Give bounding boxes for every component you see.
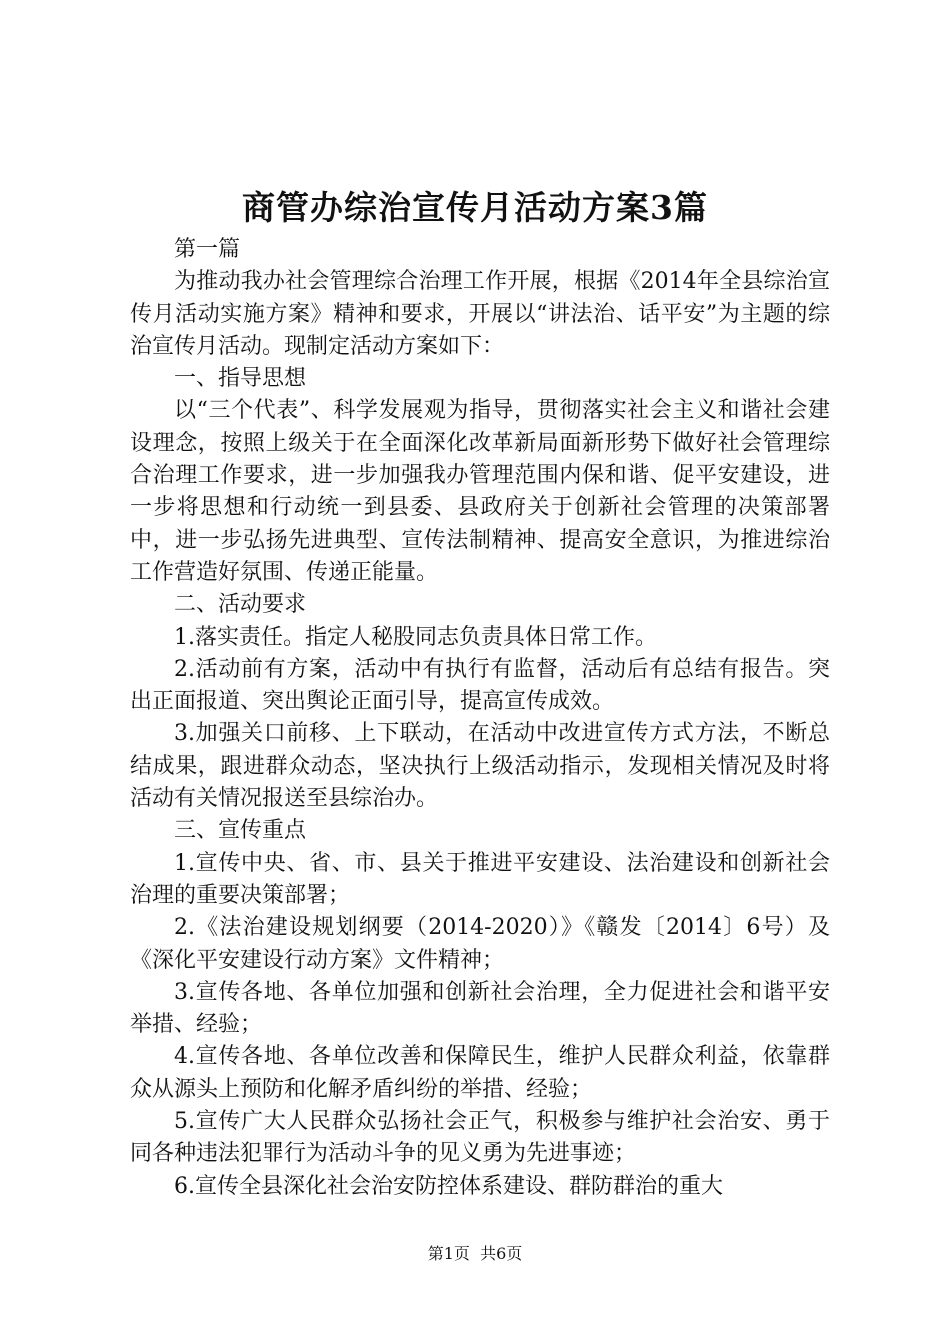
document-body	[130, 234, 830, 1203]
list-item-requirement-3: 3.加强关口前移、上下联动，在活动中改进宣传方式方法，不断总结成果，跟进群众动态，坚决执行上级活动指示，发现相关情况及时将活动有关情况报送至县综治办。	[130, 721, 830, 812]
list-item-requirement-2: 2.活动前有方案，活动中有执行有监督，活动后有总结有报告。突出正面报道、突出舆论正面引导，提高宣传成效。	[130, 656, 830, 715]
section-heading-part-one: 第一篇	[174, 237, 241, 262]
paragraph-guiding-ideology: 以“三个代表”、科学发展观为指导，贯彻落实社会主义和谐社会建设理念，按照上级关于在全面深化改革新局面新形势下做好社会管理综合治理工作要求，进一步加强我办管理范围内保和谐、促平安建设，进一步将思想和行动统一到县委、县政府关于创新社会管理的决策部署中，进一步弘扬先进典型、宣传法制精神、提高安全意识，为推进综治工作营造好氛围、传递正能量。	[130, 398, 830, 585]
section-heading-publicity-focus: 三、宣传重点	[174, 818, 307, 844]
list-item-focus-5: 5.宣传广大人民群众弘扬社会正气，积极参与维护社会治安、勇于同各种违法犯罪行为活动斗争的见义勇为先进事迹；	[130, 1109, 830, 1167]
document-title: 商管办综治宣传月活动方案3篇	[242, 188, 708, 227]
paragraph-intro: 为推动我办社会管理综合治理工作开展，根据《2014年全县综治宣传月活动实施方案》精神和要求，开展以“讲法治、话平安”为主题的综治宣传月活动。现制定活动方案如下：	[130, 269, 830, 359]
list-item-focus-3: 3.宣传各地、各单位加强和创新社会治理，全力促进社会和谐平安举措、经验；	[130, 979, 830, 1038]
section-heading-guiding-ideology: 一、指导思想	[174, 366, 307, 392]
page-number-footer: 第1页 共6页	[427, 1244, 523, 1263]
section-heading-activity-requirements: 二、活动要求	[174, 592, 307, 618]
list-item-focus-6: 6.宣传全县深化社会治安防控体系建设、群防群治的重大	[174, 1173, 723, 1199]
list-item-requirement-1: 1.落实责任。指定人秘股同志负责具体日常工作。	[174, 624, 657, 650]
list-item-focus-4: 4.宣传各地、各单位改善和保障民生，维护人民群众利益，依靠群众从源头上预防和化解矛盾纠纷的举措、经验；	[130, 1044, 830, 1102]
list-item-focus-1: 1.宣传中央、省、市、县关于推进平安建设、法治建设和创新社会治理的重要决策部署；	[130, 850, 830, 908]
list-item-focus-2: 2.《法治建设规划纲要（2014-2020）》《赣发〔2014〕6号）及《深化平安建设行动方案》文件精神；	[130, 915, 830, 973]
